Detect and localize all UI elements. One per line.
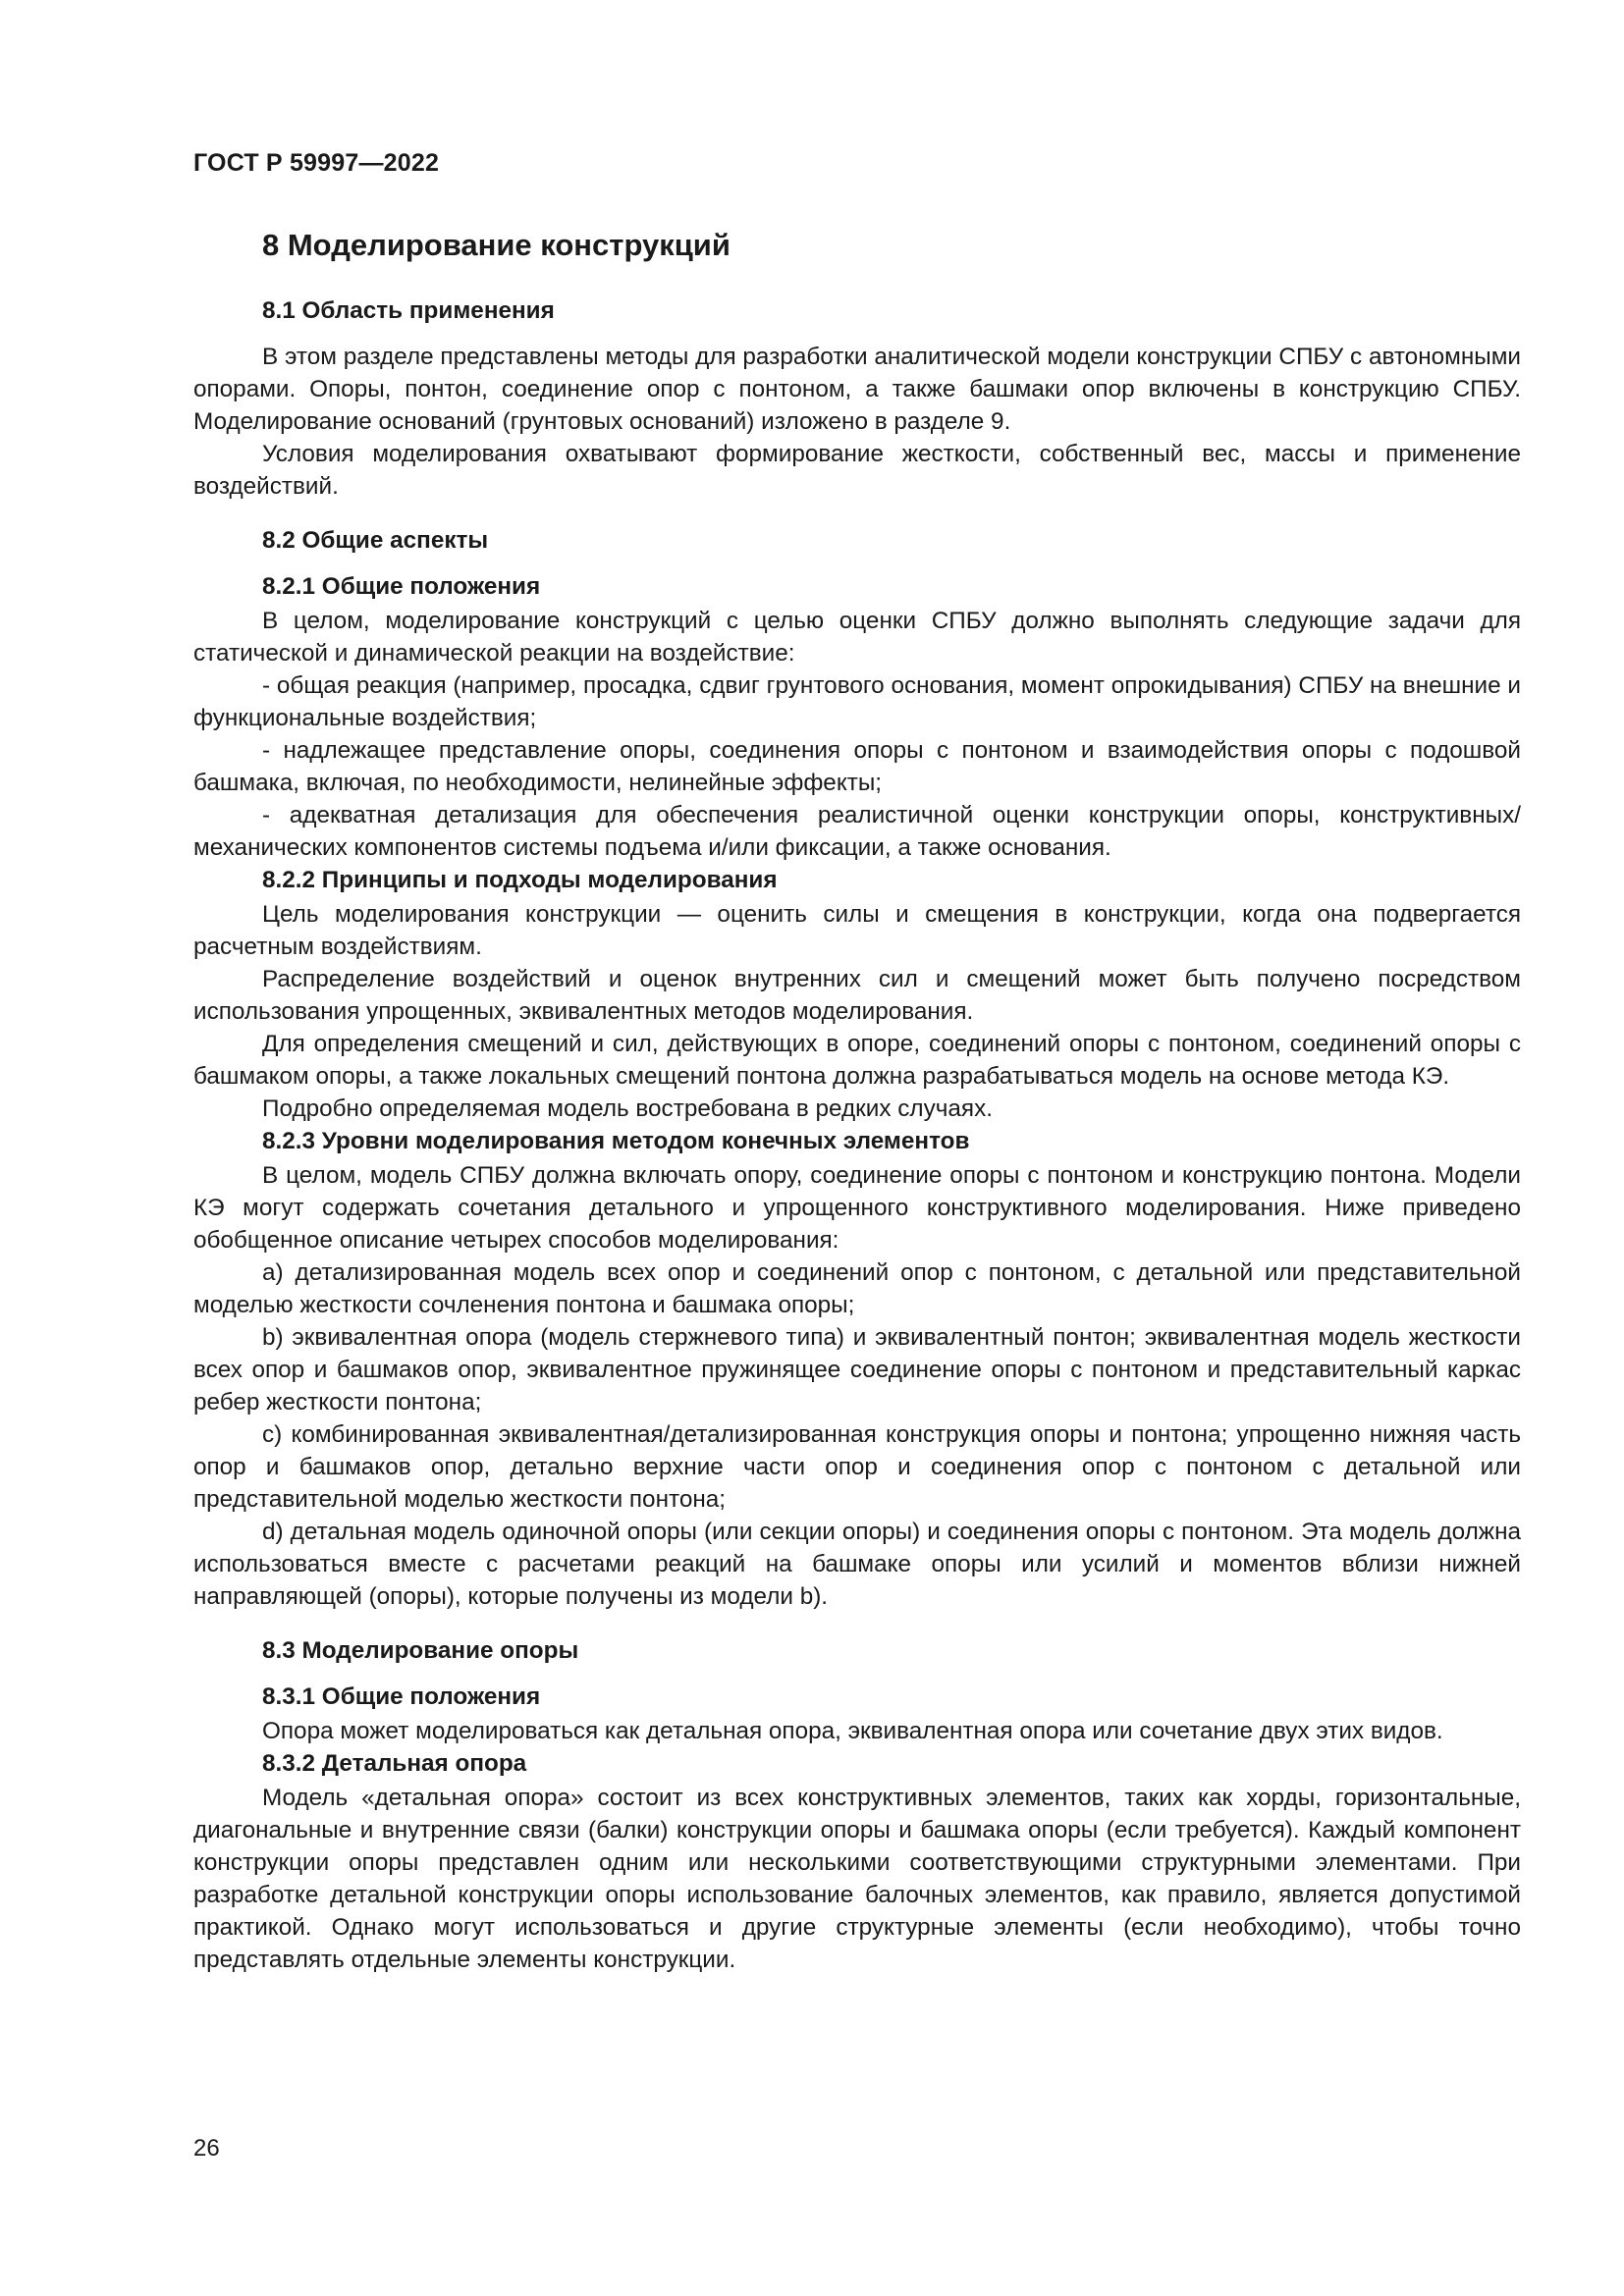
list-item: - общая реакция (например, просадка, сдвиг грунтового основания, момент опрокидывания) СПБУ на внешние и функциональные воздействия; [193,672,1521,731]
section-8-2-3-heading: 8.2.3 Уровни моделирования методом конечных элементов [262,1128,970,1154]
paragraph: Распределение воздействий и оценок внутренних сил и смещений может быть получено посредством использования упрощенных, эквивалентных методов моделирования. [193,966,1521,1025]
paragraph: Для определения смещений и сил, действующих в опоре, соединений опоры с понтоном, соединений опоры с башмаком опоры, а также локальных смещений понтона должна разрабатываться модель на основе метода КЭ. [193,1031,1521,1090]
section-8-3-2-heading: 8.3.2 Детальная опора [262,1750,527,1777]
paragraph: Модель «детальная опора» состоит из всех конструктивных элементов, таких как хорды, горизонтальные, диагональные и внутренние связи (балки) конструкции опоры и башмака опоры (если требуется). Каждый компонент конструкции опоры представлен одним или несколькими соответствующими структурными элементами. При разработке детальной конструкции опоры использование балочных элементов, как правило, является допустимой практикой. Однако могут использоваться и другие структурные элементы (если необходимо), чтобы точно представлять отдельные элементы конструкции. [193,1785,1521,1973]
section-8-3-heading: 8.3 Моделирование опоры [262,1637,579,1664]
section-8-2-2-heading: 8.2.2 Принципы и подходы моделирования [262,867,778,893]
list-item: - надлежащее представление опоры, соединения опоры с понтоном и взаимодействия опоры с подошвой башмака, включая, по необходимости, нелинейные эффекты; [193,737,1521,796]
section-8-2-heading: 8.2 Общие аспекты [262,527,489,554]
paragraph: В этом разделе представлены методы для разработки аналитической модели конструкции СПБУ с автономными опорами. Опоры, понтон, соединение опор с понтоном, а также башмаки опор включены в конструкцию СПБУ. Моделирование оснований (грунтовых оснований) изложено в разделе 9. [193,344,1521,435]
list-item: c) комбинированная эквивалентная/детализированная конструкция опоры и понтона; упрощенно нижняя часть опор и башмаков опор, детально верхние части опор и соединения опор с понтоном с детальной или представительной моделью жесткости понтона; [193,1421,1521,1513]
section-8-2-1-heading: 8.2.1 Общие положения [262,573,541,600]
paragraph: В целом, модель СПБУ должна включать опору, соединение опоры с понтоном и конструкцию понтона. Модели КЭ могут содержать сочетания детального и упрощенного конструктивного моделирования. Ниже приведено обобщенное описание четырех способов моделирования: [193,1162,1521,1254]
paragraph: Подробно определяемая модель востребована в редких случаях. [262,1095,993,1122]
list-item: b) эквивалентная опора (модель стержневого типа) и эквивалентный понтон; эквивалентная модель жесткости всех опор и башмаков опор, эквивалентное пружинящее соединение опоры с понтоном и представительный каркас ребер жесткости понтона; [193,1324,1521,1415]
section-8-3-1-heading: 8.3.1 Общие положения [262,1683,541,1710]
document-body [193,226,1521,1976]
paragraph: Опора может моделироваться как детальная опора, эквивалентная опора или сочетание двух этих видов. [262,1718,1443,1744]
paragraph: В целом, моделирование конструкций с целью оценки СПБУ должно выполнять следующие задачи для статической и динамической реакции на воздействие: [193,608,1521,667]
paragraph: Цель моделирования конструкции — оценить силы и смещения в конструкции, когда она подвергается расчетным воздействиям. [193,901,1521,960]
paragraph: Условия моделирования охватывают формирование жесткости, собственный вес, массы и применение воздействий. [193,441,1521,500]
section-8-1-heading: 8.1 Область применения [262,297,555,324]
list-item: - адекватная детализация для обеспечения реалистичной оценки конструкции опоры, конструктивных/механических компонентов системы подъема и/или фиксации, а также основания. [193,802,1521,861]
list-item: a) детализированная модель всех опор и соединений опор с понтоном, с детальной или представительной моделью жесткости сочленения понтона и башмака опоры; [193,1259,1521,1318]
section-8-heading: 8 Моделирование конструкций [262,228,731,262]
list-item: d) детальная модель одиночной опоры (или секции опоры) и соединения опоры с понтоном. Эта модель должна использоваться вместе с расчетами реакций на башмаке опоры или усилий и моментов вблизи нижней направляющей (опоры), которые получены из модели b). [193,1519,1521,1610]
page-number: 26 [193,2135,220,2162]
document-code: ГОСТ Р 59997—2022 [193,149,440,177]
